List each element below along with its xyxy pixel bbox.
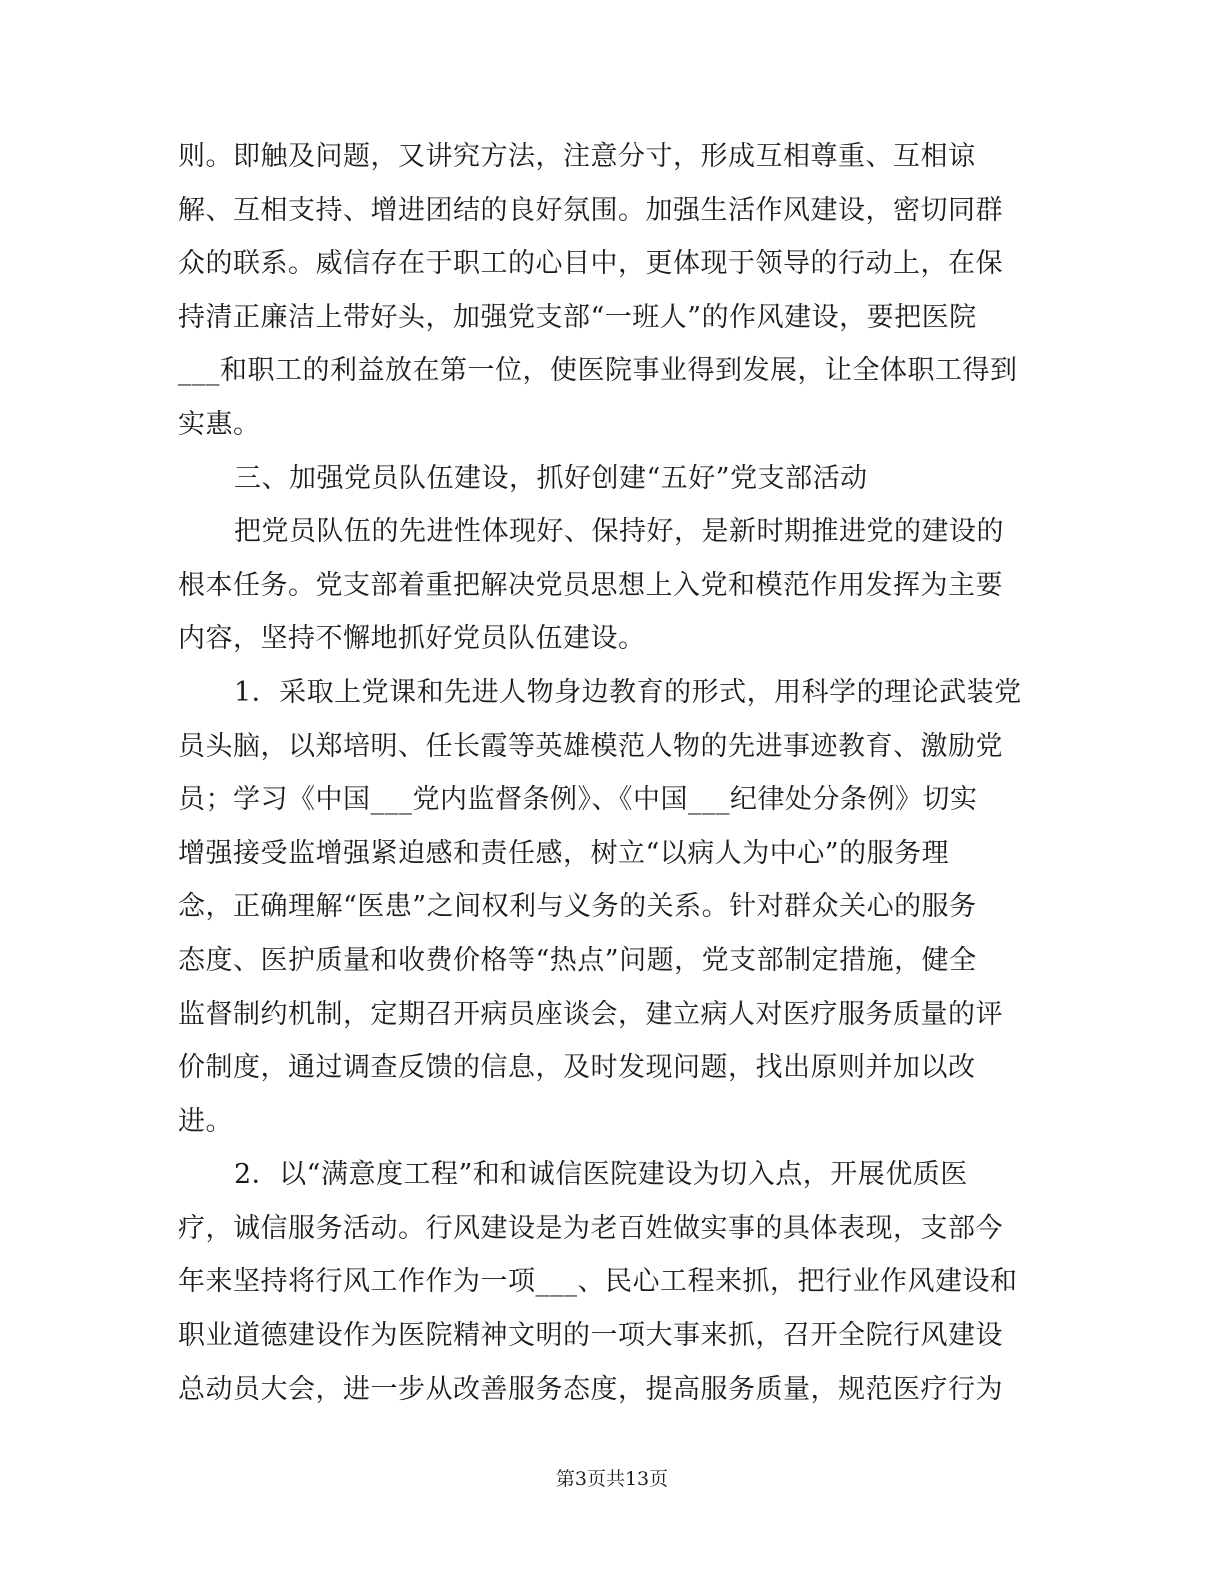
text-line: 价制度，通过调查反馈的信息，及时发现问题，找出原则并加以改 [178, 1052, 976, 1084]
text-line: 1．采取上党课和先进人物身边教育的形式，用科学的理论武装党 [234, 676, 1022, 708]
text-line: 内容，坚持不懈地抓好党员队伍建设。 [178, 623, 646, 655]
text-line: 根本任务。党支部着重把解决党员思想上入党和模范作用发挥为主要 [178, 569, 1003, 601]
text-line: 解、互相支持、增进团结的良好氛围。加强生活作风建设，密切同群 [178, 194, 1003, 226]
text-line: 增强接受监增强紧迫感和责任感，树立“以病人为中心”的服务理 [178, 837, 950, 869]
text-line: 众的联系。威信存在于职工的心目中，更体现于领导的行动上，在保 [178, 248, 1003, 280]
text-line: 态度、医护质量和收费价格等“热点”问题，党支部制定措施，健全 [178, 944, 977, 976]
text-line: 年来坚持将行风工作作为一项___、民心工程来抓，把行业作风建设和 [178, 1266, 1018, 1298]
text-line: 2．以“满意度工程”和和诚信医院建设为切入点，开展优质医 [234, 1159, 968, 1191]
text-line: 总动员大会，进一步从改善服务态度，提高服务质量，规范医疗行为 [178, 1373, 1003, 1405]
text-line: 念，正确理解“医患”之间权利与义务的关系。针对群众关心的服务 [178, 891, 977, 923]
text-line: 疗，诚信服务活动。行风建设是为老百姓做实事的具体表现，支部今 [178, 1212, 1003, 1244]
document-body [178, 130, 1028, 1416]
text-line: 进。 [178, 1105, 233, 1137]
text-line: 员头脑，以郑培明、任长霞等英雄模范人物的先进事迹教育、激励党 [178, 730, 1003, 762]
text-line: 持清正廉洁上带好头，加强党支部“一班人”的作风建设，要把医院 [178, 301, 977, 333]
section-heading: 三、加强党员队伍建设，抓好创建“五好”党支部活动 [234, 462, 868, 494]
text-line: 员；学习《中国___党内监督条例》、《中国___纪律处分条例》切实 [178, 784, 978, 816]
text-line: 把党员队伍的先进性体现好、保持好，是新时期推进党的建设的 [234, 516, 1004, 548]
text-line: 职业道德建设作为医院精神文明的一项大事来抓，召开全院行风建设 [178, 1320, 1003, 1352]
text-line: 实惠。 [178, 408, 261, 440]
text-line: ___和职工的利益放在第一位，使医院事业得到发展，让全体职工得到 [178, 355, 1018, 387]
page-number: 第3页共13页 [555, 1468, 669, 1490]
text-line: 则。即触及问题，又讲究方法，注意分寸，形成互相尊重、互相谅 [178, 141, 976, 172]
text-line: 监督制约机制，定期召开病员座谈会，建立病人对医疗服务质量的评 [178, 998, 1003, 1030]
